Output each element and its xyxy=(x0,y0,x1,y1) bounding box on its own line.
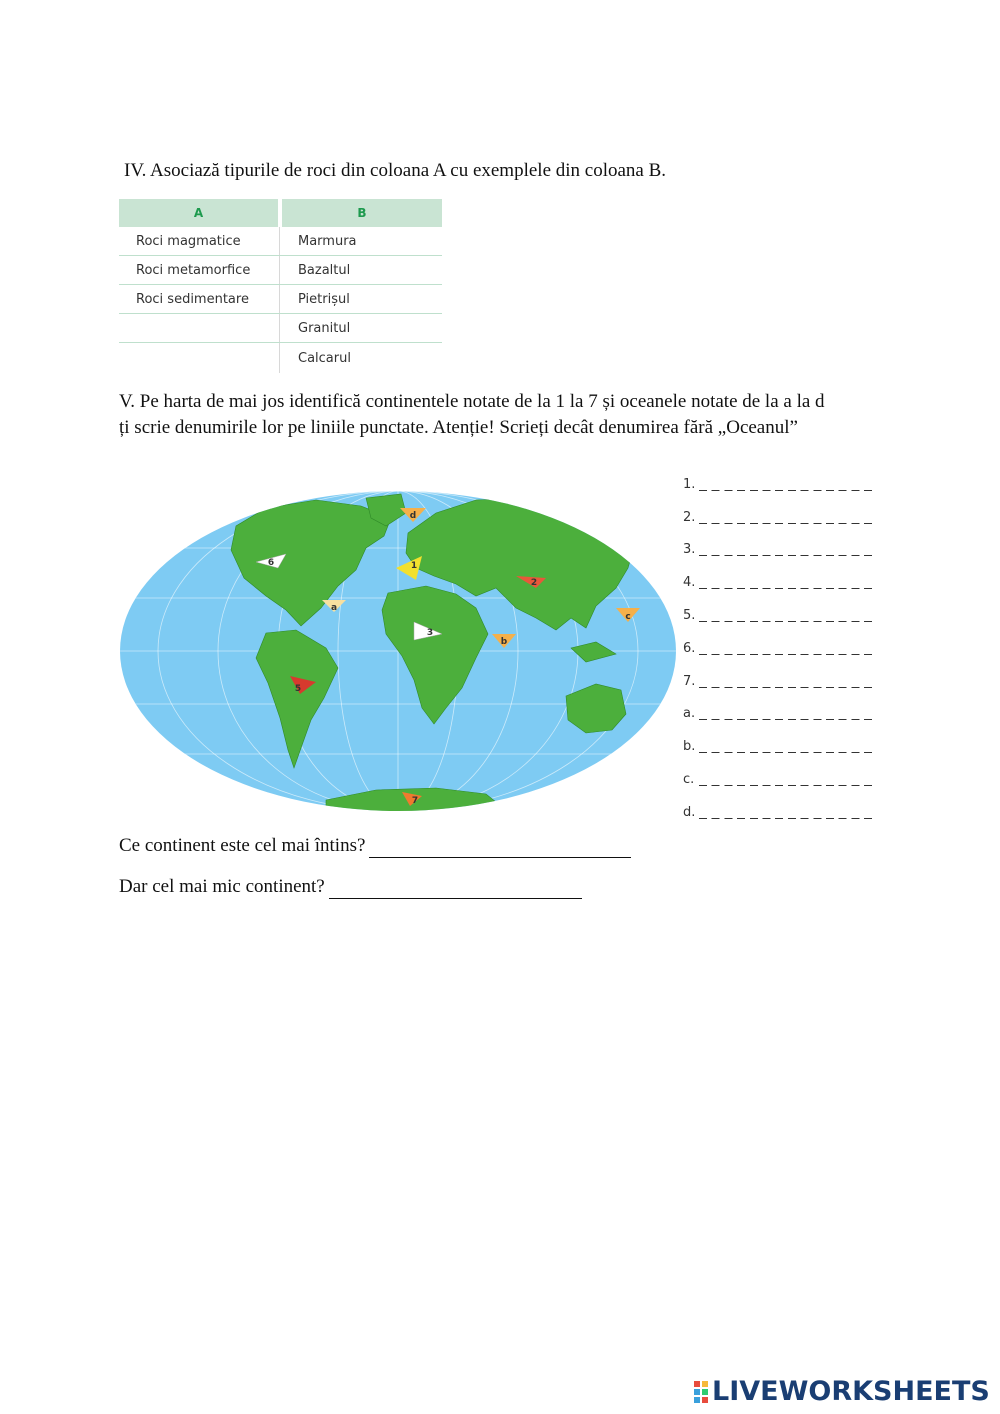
rock-example-cell: Pietrișul xyxy=(298,291,350,307)
question-text: Ce continent este cel mai întins? xyxy=(119,835,366,856)
answer-list xyxy=(683,468,877,829)
logo-text: LIVEWORKSHEETS xyxy=(712,1376,990,1407)
answer-row-1 xyxy=(683,468,877,501)
marker-label-c: c xyxy=(625,612,631,622)
answer-row-d xyxy=(683,796,877,829)
answer-field-d[interactable] xyxy=(699,818,877,819)
marker-label-7: 7 xyxy=(411,796,419,806)
question-largest-continent xyxy=(119,834,631,858)
rock-type-cell xyxy=(119,314,280,342)
answer-label: c. xyxy=(683,772,695,788)
answer-label: 4. xyxy=(683,575,696,591)
marker-label-5: 5 xyxy=(294,684,302,694)
column-b-header: B xyxy=(282,199,442,227)
rock-example-cell: Granitul xyxy=(298,320,351,336)
logo-icon xyxy=(694,1381,708,1403)
rock-example-cell: Marmura xyxy=(298,233,357,249)
rock-type-cell xyxy=(119,343,280,373)
rock-type-cell: Roci metamorfice xyxy=(119,256,280,284)
answer-row-a xyxy=(683,698,877,731)
table-row xyxy=(119,256,442,285)
question-text: Dar cel mai mic continent? xyxy=(119,876,325,897)
answer-field-c[interactable] xyxy=(699,785,877,786)
answer-field-3[interactable] xyxy=(699,555,877,556)
table-row xyxy=(119,314,442,343)
table-row xyxy=(119,285,442,314)
task5-line-1: V. Pe harta de mai jos identifică continentele notate de la 1 la 7 și oceanele notate de la a la d xyxy=(119,391,825,412)
marker-label-d: d xyxy=(409,511,417,521)
answer-field-largest[interactable] xyxy=(369,841,631,858)
answer-label: d. xyxy=(683,804,696,820)
answer-field-6[interactable] xyxy=(699,654,877,655)
answer-field-4[interactable] xyxy=(699,588,877,589)
column-a-header: A xyxy=(119,199,278,227)
answer-field-7[interactable] xyxy=(699,687,877,688)
answer-row-5 xyxy=(683,599,877,632)
rock-type-cell: Roci sedimentare xyxy=(119,285,280,313)
answer-field-a[interactable] xyxy=(699,719,877,720)
answer-label: b. xyxy=(683,739,696,755)
answer-row-3 xyxy=(683,534,877,567)
table-row xyxy=(119,343,442,373)
rock-example-cell: Calcarul xyxy=(298,350,351,366)
rock-example-cell: Bazaltul xyxy=(298,262,351,278)
answer-label: 5. xyxy=(683,608,696,624)
answer-field-b[interactable] xyxy=(699,752,877,753)
answer-field-smallest[interactable] xyxy=(329,882,582,899)
answer-field-2[interactable] xyxy=(699,523,877,524)
task5-instructions xyxy=(119,389,879,441)
answer-field-1[interactable] xyxy=(699,490,877,491)
rock-table xyxy=(119,199,442,373)
answer-label: 2. xyxy=(683,509,696,525)
answer-row-b xyxy=(683,730,877,763)
answer-row-2 xyxy=(683,501,877,534)
marker-label-6: 6 xyxy=(267,558,275,568)
table-header xyxy=(119,199,442,227)
liveworksheets-logo xyxy=(694,1376,990,1407)
marker-label-a: a xyxy=(330,603,338,613)
answer-row-7 xyxy=(683,665,877,698)
rock-type-cell: Roci magmatice xyxy=(119,227,280,255)
table-row xyxy=(119,227,442,256)
world-map xyxy=(116,458,682,822)
marker-label-2: 2 xyxy=(530,578,538,588)
answer-row-4 xyxy=(683,566,877,599)
marker-label-1: 1 xyxy=(410,561,418,571)
answer-label: a. xyxy=(683,706,696,722)
marker-label-3: 3 xyxy=(426,628,434,638)
question-smallest-continent xyxy=(119,875,582,899)
task4-title: IV. Asociază tipurile de roci din coloana A cu exemplele din coloana B. xyxy=(124,160,667,181)
task5-line-2: ți scrie denumirile lor pe liniile punctate. Atenție! Scrieți decât denumirea fără „Oceanul” xyxy=(119,417,798,438)
answer-label: 7. xyxy=(683,673,696,689)
marker-label-b: b xyxy=(500,637,508,647)
answer-row-6 xyxy=(683,632,877,665)
answer-label: 1. xyxy=(683,476,696,492)
answer-label: 3. xyxy=(683,542,696,558)
answer-field-5[interactable] xyxy=(699,621,877,622)
answer-label: 6. xyxy=(683,640,696,656)
answer-row-c xyxy=(683,763,877,796)
